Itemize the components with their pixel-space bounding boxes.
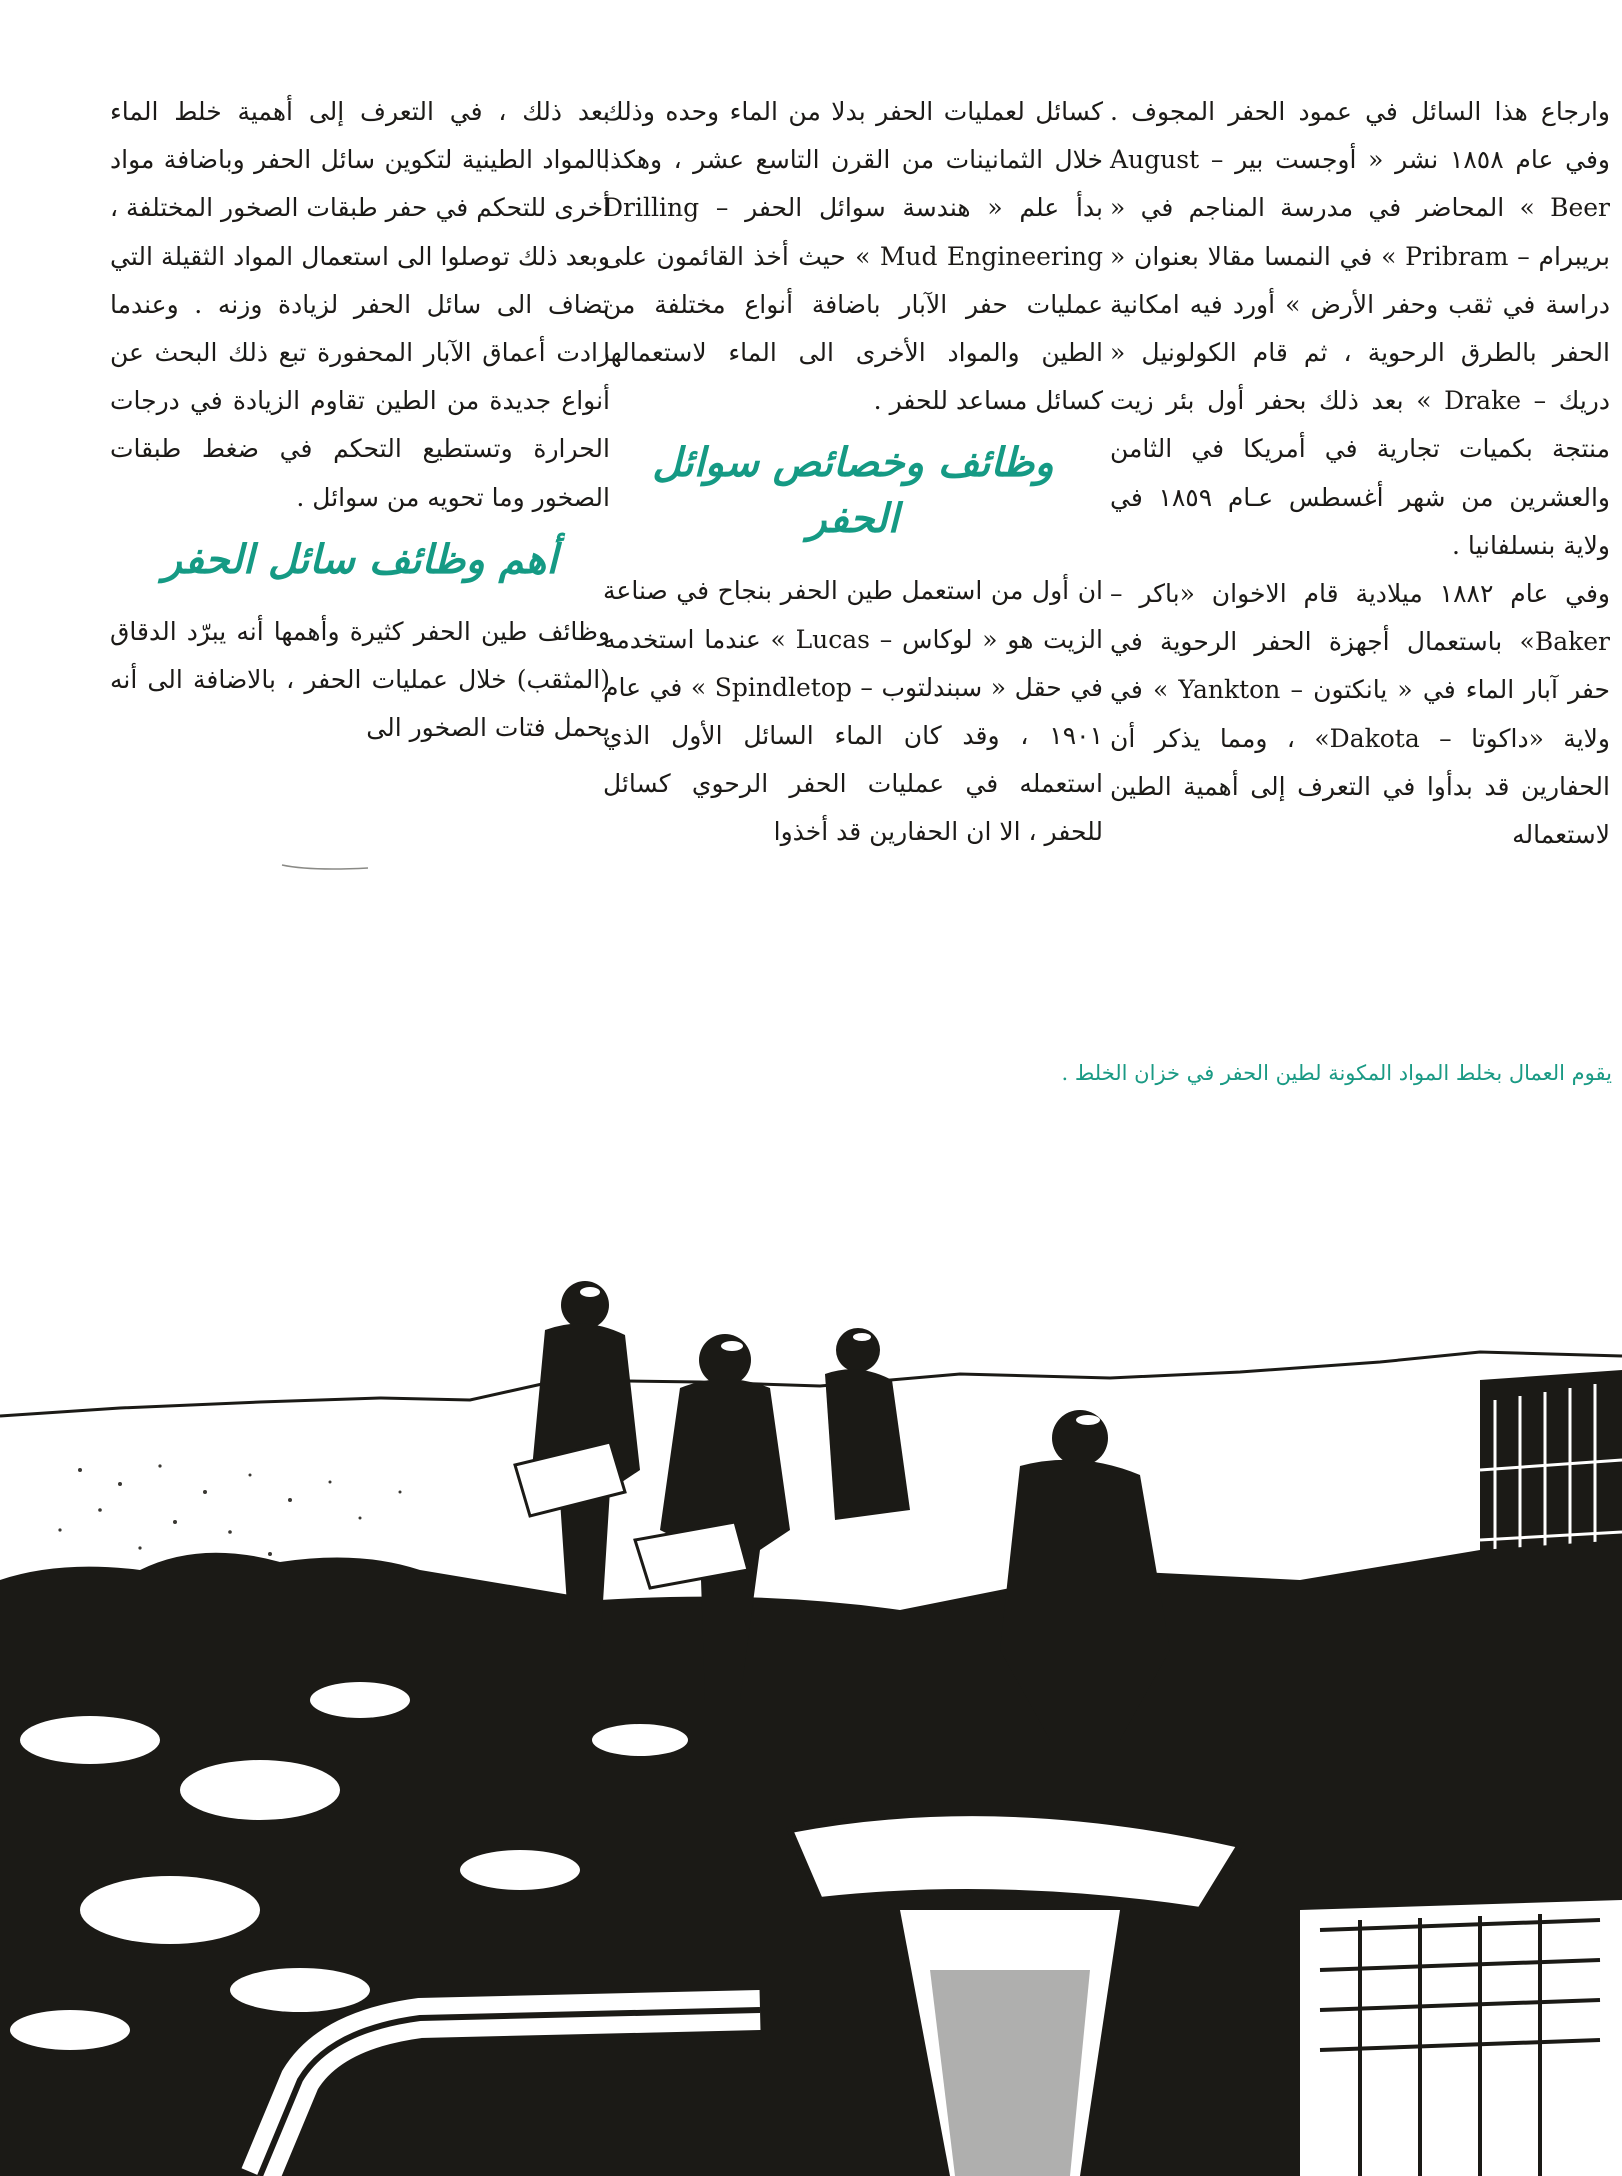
pen-stroke-mark bbox=[280, 862, 370, 872]
article-column-right bbox=[1110, 88, 1610, 859]
paragraph: وظائف طين الحفر كثيرة وأهمها أنه يبرّد الدقاق (المثقب) خلال عمليات الحفر ، بالاضافة الى أنه يحمل فتات الصخور الى bbox=[110, 616, 610, 743]
section-heading: أهم وظائف سائل الحفر bbox=[162, 535, 558, 583]
paragraph: ان أول من استعمل طين الحفر بنجاح في صناعة الزيت هو « لوكاس – Lucas » عندما استخدمه في حقل « سبندلتوب – Spindletop » في عام ١٩٠١ ، وقد كان الماء السائل الأول الذي استعمله في عمليات الحفر الرحوي كسائل للحفر ، الا ان الحفارين قد أخذوا bbox=[603, 576, 1104, 847]
paragraph: بعد ذلك ، في التعرف إلى أهمية خلط الماء بالمواد الطينية لتكوين سائل الحفر وباضافة مواد أخرى للتحكم في حفر طبقات الصخور المختلفة ، وبعد ذلك توصلوا الى استعمال المواد الثقيلة التي تضاف الى سائل الحفر لزيادة وزنه . وعندما زادت أعماق الآبار المحفورة تبع ذلك البحث عن أنواع جديدة من الطين تقاوم الزيادة في درجات الحرارة وتستطيع التحكم في ضغط طبقات الصخور وما تحويه من سوائل . bbox=[110, 97, 610, 512]
article-column-middle bbox=[603, 88, 1103, 857]
paragraph: وفي عام ١٨٨٢ ميلادية قام الاخوان «باكر – Baker» باستعمال أجهزة الحفر الرحوية في حفر آبار الماء في « يانكتون – Yankton » في ولاية «داكوتا – Dakota» ، ومما يذكر أن الحفارين قد بدأوا في التعرف إلى أهمية الطين لاستعماله bbox=[1110, 579, 1610, 850]
workers-mixing-mud-photo bbox=[0, 1270, 1622, 2176]
photo-caption: يقوم العمال بخلط المواد المكونة لطين الحفر في خزان الخلط . bbox=[1061, 1061, 1612, 1085]
article-column-left bbox=[110, 88, 610, 752]
paragraph: وارجاع هذا السائل في عمود الحفر المجوف . وفي عام ١٨٥٨ نشر « أوجست بير – August Beer » المحاضر في مدرسة المناجم في « بريبرام – Pribram » في النمسا مقالا بعنوان « دراسة في ثقب وحفر الأرض » أورد فيه امكانية الحفر بالطرق الرحوية ، ثم قام الكولونيل « دريك – Drake » بعد ذلك بحفر أول بئر زيت منتجة بكميات تجارية في أمريكا في الثامن والعشرين من شهر أغسطس عـام ١٨٥٩ في ولاية بنسلفانيا . bbox=[1110, 97, 1611, 560]
section-heading: وظائف وخصائص سوائل الحفر bbox=[652, 439, 1054, 543]
paragraph: كسائل لعمليات الحفر بدلا من الماء وحده وذلك خلال الثمانينات من القرن التاسع عشر ، وهكذا بدأ علم « هندسة سوائل الحفر – Drilling Mud Engineering » حيث أخذ القائمون على عمليات حفر الآبار باضافة أنواع مختلفة من الطين والمواد الأخرى الى الماء لاستعمالها كسائل مساعد للحفر . bbox=[603, 97, 1103, 416]
